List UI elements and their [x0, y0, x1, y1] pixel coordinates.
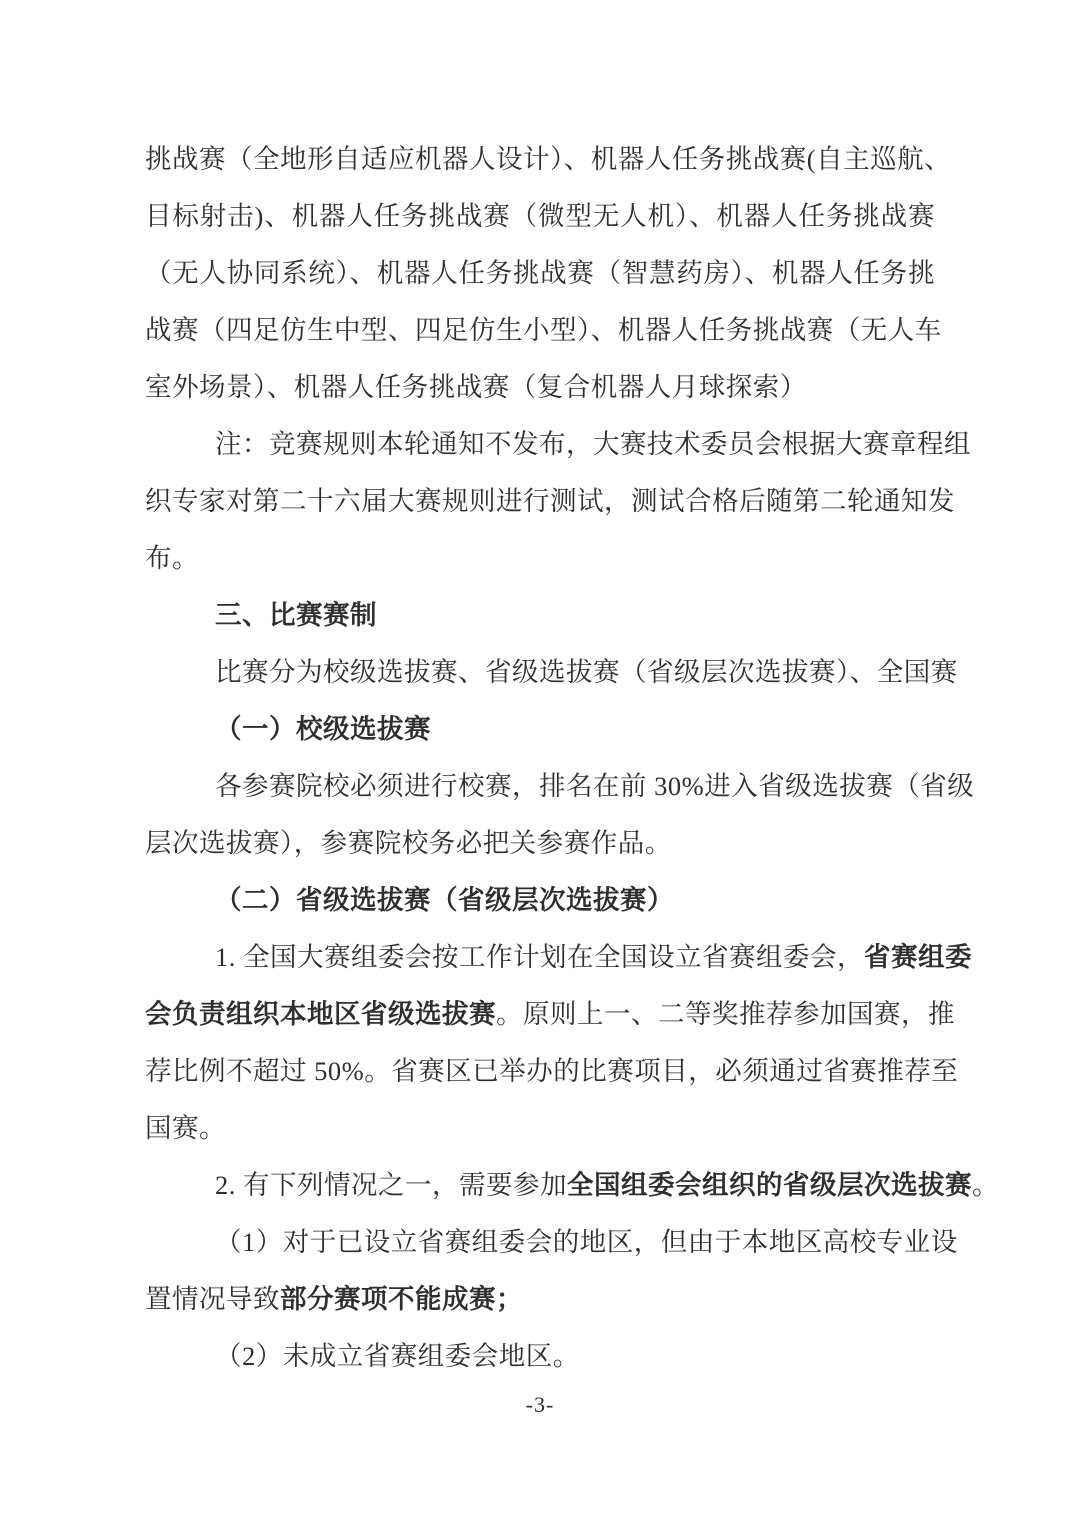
text-segment: 比赛分为校级选拔赛、省级选拔赛（省级层次选拔赛）、全国赛	[215, 657, 958, 687]
text-line	[145, 1157, 999, 1214]
text-line	[145, 416, 971, 473]
text-segment: 荐比例不超过 50%。省赛区已举办的比赛项目，必须通过省赛推荐至	[145, 1056, 959, 1086]
page-number: -3-	[525, 1392, 555, 1417]
text-line	[145, 1214, 958, 1271]
text-line	[145, 1100, 935, 1157]
text-segment: 置情况导致	[145, 1284, 280, 1314]
text-line	[145, 758, 975, 815]
text-segment: 挑战赛（全地形自适应机器人设计）、机器人任务挑战赛(自主巡航、	[145, 144, 952, 174]
bold-text-segment: 部分赛项不能成赛；	[280, 1284, 523, 1314]
text-segment: 各参赛院校必须进行校赛，排名在前 30%进入省级选拔赛（省级	[215, 771, 975, 801]
text-line	[145, 701, 935, 758]
bold-text-segment: （二）省级选拔赛（省级层次选拔赛）	[215, 885, 674, 915]
text-line	[145, 131, 952, 188]
document-body	[145, 131, 999, 1385]
text-segment: 注：竞赛规则本轮通知不发布，大赛技术委员会根据大赛章程组	[215, 429, 971, 459]
bold-text-segment: 全国组委会组织的省级层次选拔赛	[567, 1170, 972, 1200]
text-segment: 国赛。	[145, 1113, 226, 1143]
bold-text-segment: 三、比赛赛制	[215, 600, 377, 630]
text-segment: 战赛（四足仿生中型、四足仿生小型）、机器人任务挑战赛（无人车	[145, 315, 942, 345]
text-line	[145, 1271, 935, 1328]
text-segment: （1）对于已设立省赛组委会的地区，但由于本地区高校专业设	[215, 1227, 958, 1257]
text-line	[145, 1043, 959, 1100]
text-segment: 。	[972, 1170, 999, 1200]
text-line	[145, 1328, 935, 1385]
text-segment: 室外场景）、机器人任务挑战赛（复合机器人月球探索）	[145, 372, 807, 402]
text-segment: 层次选拔赛），参赛院校务必把关参赛作品。	[145, 828, 672, 858]
text-line	[145, 986, 955, 1043]
text-line	[145, 302, 942, 359]
text-line	[145, 530, 935, 587]
text-segment: 1. 全国大赛组委会按工作计划在全国设立省赛组委会，	[215, 942, 864, 972]
text-line	[145, 644, 958, 701]
text-line	[145, 188, 935, 245]
bold-text-segment: （一）校级选拔赛	[215, 714, 431, 744]
text-segment: （2）未成立省赛组委会地区。	[215, 1341, 580, 1371]
text-segment: 。原则上一、二等奖推荐参加国赛，推	[496, 999, 955, 1029]
text-segment: 织专家对第二十六届大赛规则进行测试，测试合格后随第二轮通知发	[145, 486, 955, 516]
bold-text-segment: 会负责组织本地区省级选拔赛	[145, 999, 496, 1029]
text-segment: 2. 有下列情况之一，需要参加	[215, 1170, 567, 1200]
text-segment: （无人协同系统）、机器人任务挑战赛（智慧药房）、机器人任务挑	[145, 258, 935, 288]
text-line	[145, 473, 955, 530]
text-segment: 目标射击)、机器人任务挑战赛（微型无人机）、机器人任务挑战赛	[145, 201, 935, 231]
text-line	[145, 587, 935, 644]
text-segment: 布。	[145, 543, 199, 573]
text-line	[145, 929, 972, 986]
text-line	[145, 872, 935, 929]
text-line	[145, 815, 935, 872]
text-line	[145, 245, 935, 302]
text-line	[145, 359, 935, 416]
bold-text-segment: 省赛组委	[864, 942, 972, 972]
